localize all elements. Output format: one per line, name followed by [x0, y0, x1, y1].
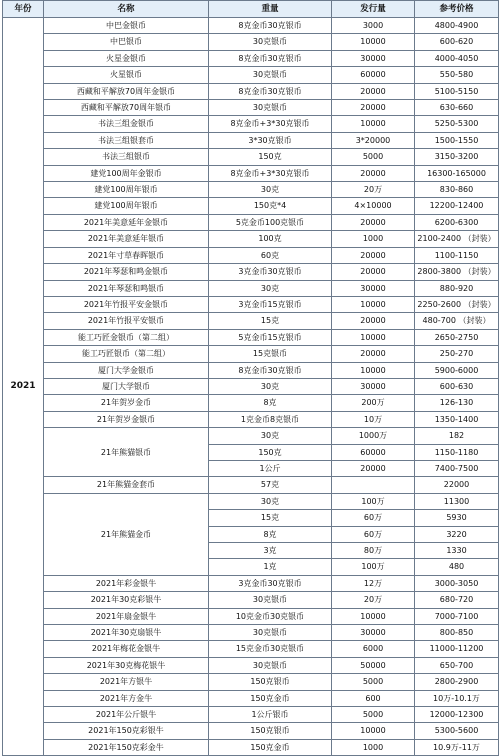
price-cell: 2250-2600 （封装）: [415, 296, 499, 312]
table-row: [3, 264, 499, 280]
name-cell: 2021年寸草春晖银币: [44, 247, 209, 263]
weight-cell: 1公斤: [209, 460, 332, 476]
price-cell: 5250-5300: [415, 116, 499, 132]
price-cell: 5100-5150: [415, 83, 499, 99]
table-row: [3, 378, 499, 394]
issue-cell: 60万: [332, 526, 415, 542]
price-cell: 22000: [415, 477, 499, 493]
name-cell: 能工巧匠银币（第二组）: [44, 346, 209, 362]
price-cell: 680-720: [415, 592, 499, 608]
header-price: 参考价格: [415, 1, 499, 18]
table-row: [3, 674, 499, 690]
issue-cell: 600: [332, 690, 415, 706]
issue-cell: 6000: [332, 641, 415, 657]
name-cell: 火星银币: [44, 67, 209, 83]
coin-price-table: [2, 0, 499, 756]
weight-cell: 3克: [209, 543, 332, 559]
issue-cell: 5000: [332, 674, 415, 690]
weight-cell: 8克金币30克银币: [209, 50, 332, 66]
price-cell: 880-920: [415, 280, 499, 296]
issue-cell: 10000: [332, 296, 415, 312]
table-row: [3, 428, 499, 444]
name-cell: 2021年竹报平安银币: [44, 313, 209, 329]
name-cell: 书法三组银套币: [44, 132, 209, 148]
issue-cell: 50000: [332, 657, 415, 673]
price-cell: 3220: [415, 526, 499, 542]
price-cell: 4000-4050: [415, 50, 499, 66]
weight-cell: 60克: [209, 247, 332, 263]
issue-cell: 10000: [332, 116, 415, 132]
price-cell: 2650-2750: [415, 329, 499, 345]
weight-cell: 30克: [209, 428, 332, 444]
weight-cell: 10克金币30克银币: [209, 608, 332, 624]
weight-cell: 15克银币: [209, 346, 332, 362]
issue-cell: 10000: [332, 723, 415, 739]
price-cell: 7000-7100: [415, 608, 499, 624]
table-row: [3, 690, 499, 706]
table-row: [3, 493, 499, 509]
name-cell: 2021年竹报平安金银币: [44, 296, 209, 312]
weight-cell: 8克金币+3*30克银币: [209, 116, 332, 132]
name-cell: 厦门大学金银币: [44, 362, 209, 378]
issue-cell: 20万: [332, 592, 415, 608]
name-cell: 2021年琴瑟和鸣银币: [44, 280, 209, 296]
name-cell: 2021年30克扇银牛: [44, 625, 209, 641]
price-cell: 12000-12300: [415, 707, 499, 723]
name-cell: 21年熊猫银币: [44, 428, 209, 477]
name-cell: 书法三组金银币: [44, 116, 209, 132]
issue-cell: 20000: [332, 214, 415, 230]
header-issue: 发行量: [332, 1, 415, 18]
name-cell: 2021年彩金银牛: [44, 575, 209, 591]
weight-cell: 150克金币: [209, 739, 332, 755]
table-row: [3, 411, 499, 427]
issue-cell: 20000: [332, 83, 415, 99]
weight-cell: 3*30克银币: [209, 132, 332, 148]
issue-cell: 3000: [332, 18, 415, 34]
weight-cell: 5克金币100克银币: [209, 214, 332, 230]
issue-cell: 1000: [332, 231, 415, 247]
table-row: [3, 116, 499, 132]
table-row: [3, 214, 499, 230]
weight-cell: 30克银币: [209, 67, 332, 83]
price-cell: 182: [415, 428, 499, 444]
price-cell: 7400-7500: [415, 460, 499, 476]
table-row: [3, 280, 499, 296]
name-cell: 书法三组银币: [44, 149, 209, 165]
name-cell: 2021年30克梅花银牛: [44, 657, 209, 673]
price-cell: 11000-11200: [415, 641, 499, 657]
name-cell: 2021年美意延年金银币: [44, 214, 209, 230]
issue-cell: 30000: [332, 50, 415, 66]
table-row: [3, 247, 499, 263]
header-weight: 重量: [209, 1, 332, 18]
name-cell: 21年熊猫金套币: [44, 477, 209, 493]
price-cell: 2800-3800 （封装）: [415, 264, 499, 280]
price-cell: 4800-4900: [415, 18, 499, 34]
table-row: [3, 362, 499, 378]
weight-cell: 3克金币30克银币: [209, 264, 332, 280]
weight-cell: 5克金币15克银币: [209, 329, 332, 345]
weight-cell: 30克银币: [209, 34, 332, 50]
name-cell: 2021年150克彩银牛: [44, 723, 209, 739]
table-row: [3, 67, 499, 83]
price-cell: 250-270: [415, 346, 499, 362]
table-row: [3, 18, 499, 34]
price-cell: 630-660: [415, 100, 499, 116]
issue-cell: 60万: [332, 510, 415, 526]
issue-cell: [332, 477, 415, 493]
name-cell: 2021年琴瑟和鸣金银币: [44, 264, 209, 280]
issue-cell: 60000: [332, 67, 415, 83]
table-row: [3, 395, 499, 411]
table-row: [3, 477, 499, 493]
weight-cell: 30克: [209, 182, 332, 198]
price-cell: 1330: [415, 543, 499, 559]
price-cell: 10万-10.1万: [415, 690, 499, 706]
issue-cell: 10000: [332, 362, 415, 378]
issue-cell: 5000: [332, 707, 415, 723]
issue-cell: 20000: [332, 165, 415, 181]
price-cell: 600-620: [415, 34, 499, 50]
name-cell: 2021年扇金银牛: [44, 608, 209, 624]
price-cell: 830-860: [415, 182, 499, 198]
table-row: [3, 50, 499, 66]
table-row: [3, 165, 499, 181]
issue-cell: 1000: [332, 739, 415, 755]
table-row: [3, 83, 499, 99]
weight-cell: 1公斤银币: [209, 707, 332, 723]
header-year: 年份: [3, 1, 44, 18]
weight-cell: 30克: [209, 280, 332, 296]
name-cell: 2021年梅花金银牛: [44, 641, 209, 657]
price-cell: 5900-6000: [415, 362, 499, 378]
name-cell: 2021年150克彩金牛: [44, 739, 209, 755]
name-cell: 中巴金银币: [44, 18, 209, 34]
issue-cell: 60000: [332, 444, 415, 460]
name-cell: 21年贺岁金银币: [44, 411, 209, 427]
issue-cell: 80万: [332, 543, 415, 559]
weight-cell: 150克: [209, 444, 332, 460]
table-row: [3, 198, 499, 214]
price-cell: 11300: [415, 493, 499, 509]
price-cell: 12200-12400: [415, 198, 499, 214]
table-row: [3, 625, 499, 641]
table-row: [3, 592, 499, 608]
table-row: [3, 296, 499, 312]
table-row: [3, 132, 499, 148]
issue-cell: 20000: [332, 264, 415, 280]
table-row: [3, 34, 499, 50]
price-cell: 2100-2400 （封装）: [415, 231, 499, 247]
price-cell: 1350-1400: [415, 411, 499, 427]
weight-cell: 30克银币: [209, 100, 332, 116]
table-row: [3, 346, 499, 362]
weight-cell: 8克金币30克银币: [209, 18, 332, 34]
weight-cell: 8克: [209, 526, 332, 542]
issue-cell: 10000: [332, 608, 415, 624]
issue-cell: 30000: [332, 378, 415, 394]
year-cell: 2021: [3, 18, 44, 756]
weight-cell: 30克: [209, 493, 332, 509]
weight-cell: 150克银币: [209, 674, 332, 690]
weight-cell: 150克: [209, 149, 332, 165]
name-cell: 厦门大学银币: [44, 378, 209, 394]
weight-cell: 1克: [209, 559, 332, 575]
coin-price-table-container: [2, 0, 498, 756]
price-cell: 5930: [415, 510, 499, 526]
weight-cell: 15克: [209, 510, 332, 526]
table-row: [3, 608, 499, 624]
weight-cell: 150克银币: [209, 723, 332, 739]
price-cell: 800-850: [415, 625, 499, 641]
header-name: 名称: [44, 1, 209, 18]
issue-cell: 30000: [332, 280, 415, 296]
table-row: [3, 723, 499, 739]
table-row: [3, 575, 499, 591]
issue-cell: 20000: [332, 247, 415, 263]
weight-cell: 8克: [209, 395, 332, 411]
weight-cell: 15克金币30克银币: [209, 641, 332, 657]
issue-cell: 5000: [332, 149, 415, 165]
table-row: [3, 707, 499, 723]
issue-cell: 10000: [332, 329, 415, 345]
price-cell: 126-130: [415, 395, 499, 411]
weight-cell: 3克金币30克银币: [209, 575, 332, 591]
issue-cell: 4×10000: [332, 198, 415, 214]
header-row: [3, 1, 499, 18]
price-cell: 480-700 （封装）: [415, 313, 499, 329]
weight-cell: 30克银币: [209, 592, 332, 608]
price-cell: 5300-5600: [415, 723, 499, 739]
name-cell: 西藏和平解放70周年银币: [44, 100, 209, 116]
price-cell: 650-700: [415, 657, 499, 673]
table-body: [3, 18, 499, 756]
weight-cell: 15克: [209, 313, 332, 329]
table-row: [3, 100, 499, 116]
table-row: [3, 231, 499, 247]
price-cell: 1100-1150: [415, 247, 499, 263]
weight-cell: 100克: [209, 231, 332, 247]
table-row: [3, 329, 499, 345]
weight-cell: 30克: [209, 378, 332, 394]
issue-cell: 30000: [332, 625, 415, 641]
weight-cell: 1克金币8克银币: [209, 411, 332, 427]
price-cell: 600-630: [415, 378, 499, 394]
issue-cell: 200万: [332, 395, 415, 411]
table-row: [3, 149, 499, 165]
issue-cell: 3*20000: [332, 132, 415, 148]
weight-cell: 8克金币+3*30克银币: [209, 165, 332, 181]
name-cell: 2021年美意延年银币: [44, 231, 209, 247]
name-cell: 西藏和平解放70周年金银币: [44, 83, 209, 99]
issue-cell: 20万: [332, 182, 415, 198]
table-row: [3, 313, 499, 329]
issue-cell: 12万: [332, 575, 415, 591]
weight-cell: 8克金币30克银币: [209, 362, 332, 378]
name-cell: 2021年方银牛: [44, 674, 209, 690]
weight-cell: 8克金币30克银币: [209, 83, 332, 99]
table-row: [3, 739, 499, 755]
issue-cell: 20000: [332, 100, 415, 116]
price-cell: 3150-3200: [415, 149, 499, 165]
price-cell: 550-580: [415, 67, 499, 83]
name-cell: 火星金银币: [44, 50, 209, 66]
price-cell: 1150-1180: [415, 444, 499, 460]
name-cell: 2021年方金牛: [44, 690, 209, 706]
issue-cell: 100万: [332, 559, 415, 575]
price-cell: 480: [415, 559, 499, 575]
weight-cell: 3克金币15克银币: [209, 296, 332, 312]
price-cell: 3000-3050: [415, 575, 499, 591]
issue-cell: 20000: [332, 313, 415, 329]
name-cell: 中巴银币: [44, 34, 209, 50]
weight-cell: 30克银币: [209, 625, 332, 641]
issue-cell: 20000: [332, 346, 415, 362]
weight-cell: 150克*4: [209, 198, 332, 214]
name-cell: 2021年公斤银牛: [44, 707, 209, 723]
price-cell: 6200-6300: [415, 214, 499, 230]
price-cell: 2800-2900: [415, 674, 499, 690]
issue-cell: 10000: [332, 34, 415, 50]
price-cell: 16300-165000: [415, 165, 499, 181]
name-cell: 建党100周年金银币: [44, 165, 209, 181]
issue-cell: 20000: [332, 460, 415, 476]
name-cell: 建党100周年银币: [44, 182, 209, 198]
weight-cell: 57克: [209, 477, 332, 493]
issue-cell: 1000万: [332, 428, 415, 444]
name-cell: 能工巧匠金银币（第二组）: [44, 329, 209, 345]
issue-cell: 10万: [332, 411, 415, 427]
name-cell: 2021年30克彩银牛: [44, 592, 209, 608]
name-cell: 建党100周年银币: [44, 198, 209, 214]
price-cell: 1500-1550: [415, 132, 499, 148]
table-row: [3, 657, 499, 673]
weight-cell: 150克金币: [209, 690, 332, 706]
name-cell: 21年熊猫金币: [44, 493, 209, 575]
issue-cell: 100万: [332, 493, 415, 509]
name-cell: 21年贺岁金币: [44, 395, 209, 411]
table-row: [3, 182, 499, 198]
weight-cell: 30克银币: [209, 657, 332, 673]
price-cell: 10.9万-11万: [415, 739, 499, 755]
table-row: [3, 641, 499, 657]
